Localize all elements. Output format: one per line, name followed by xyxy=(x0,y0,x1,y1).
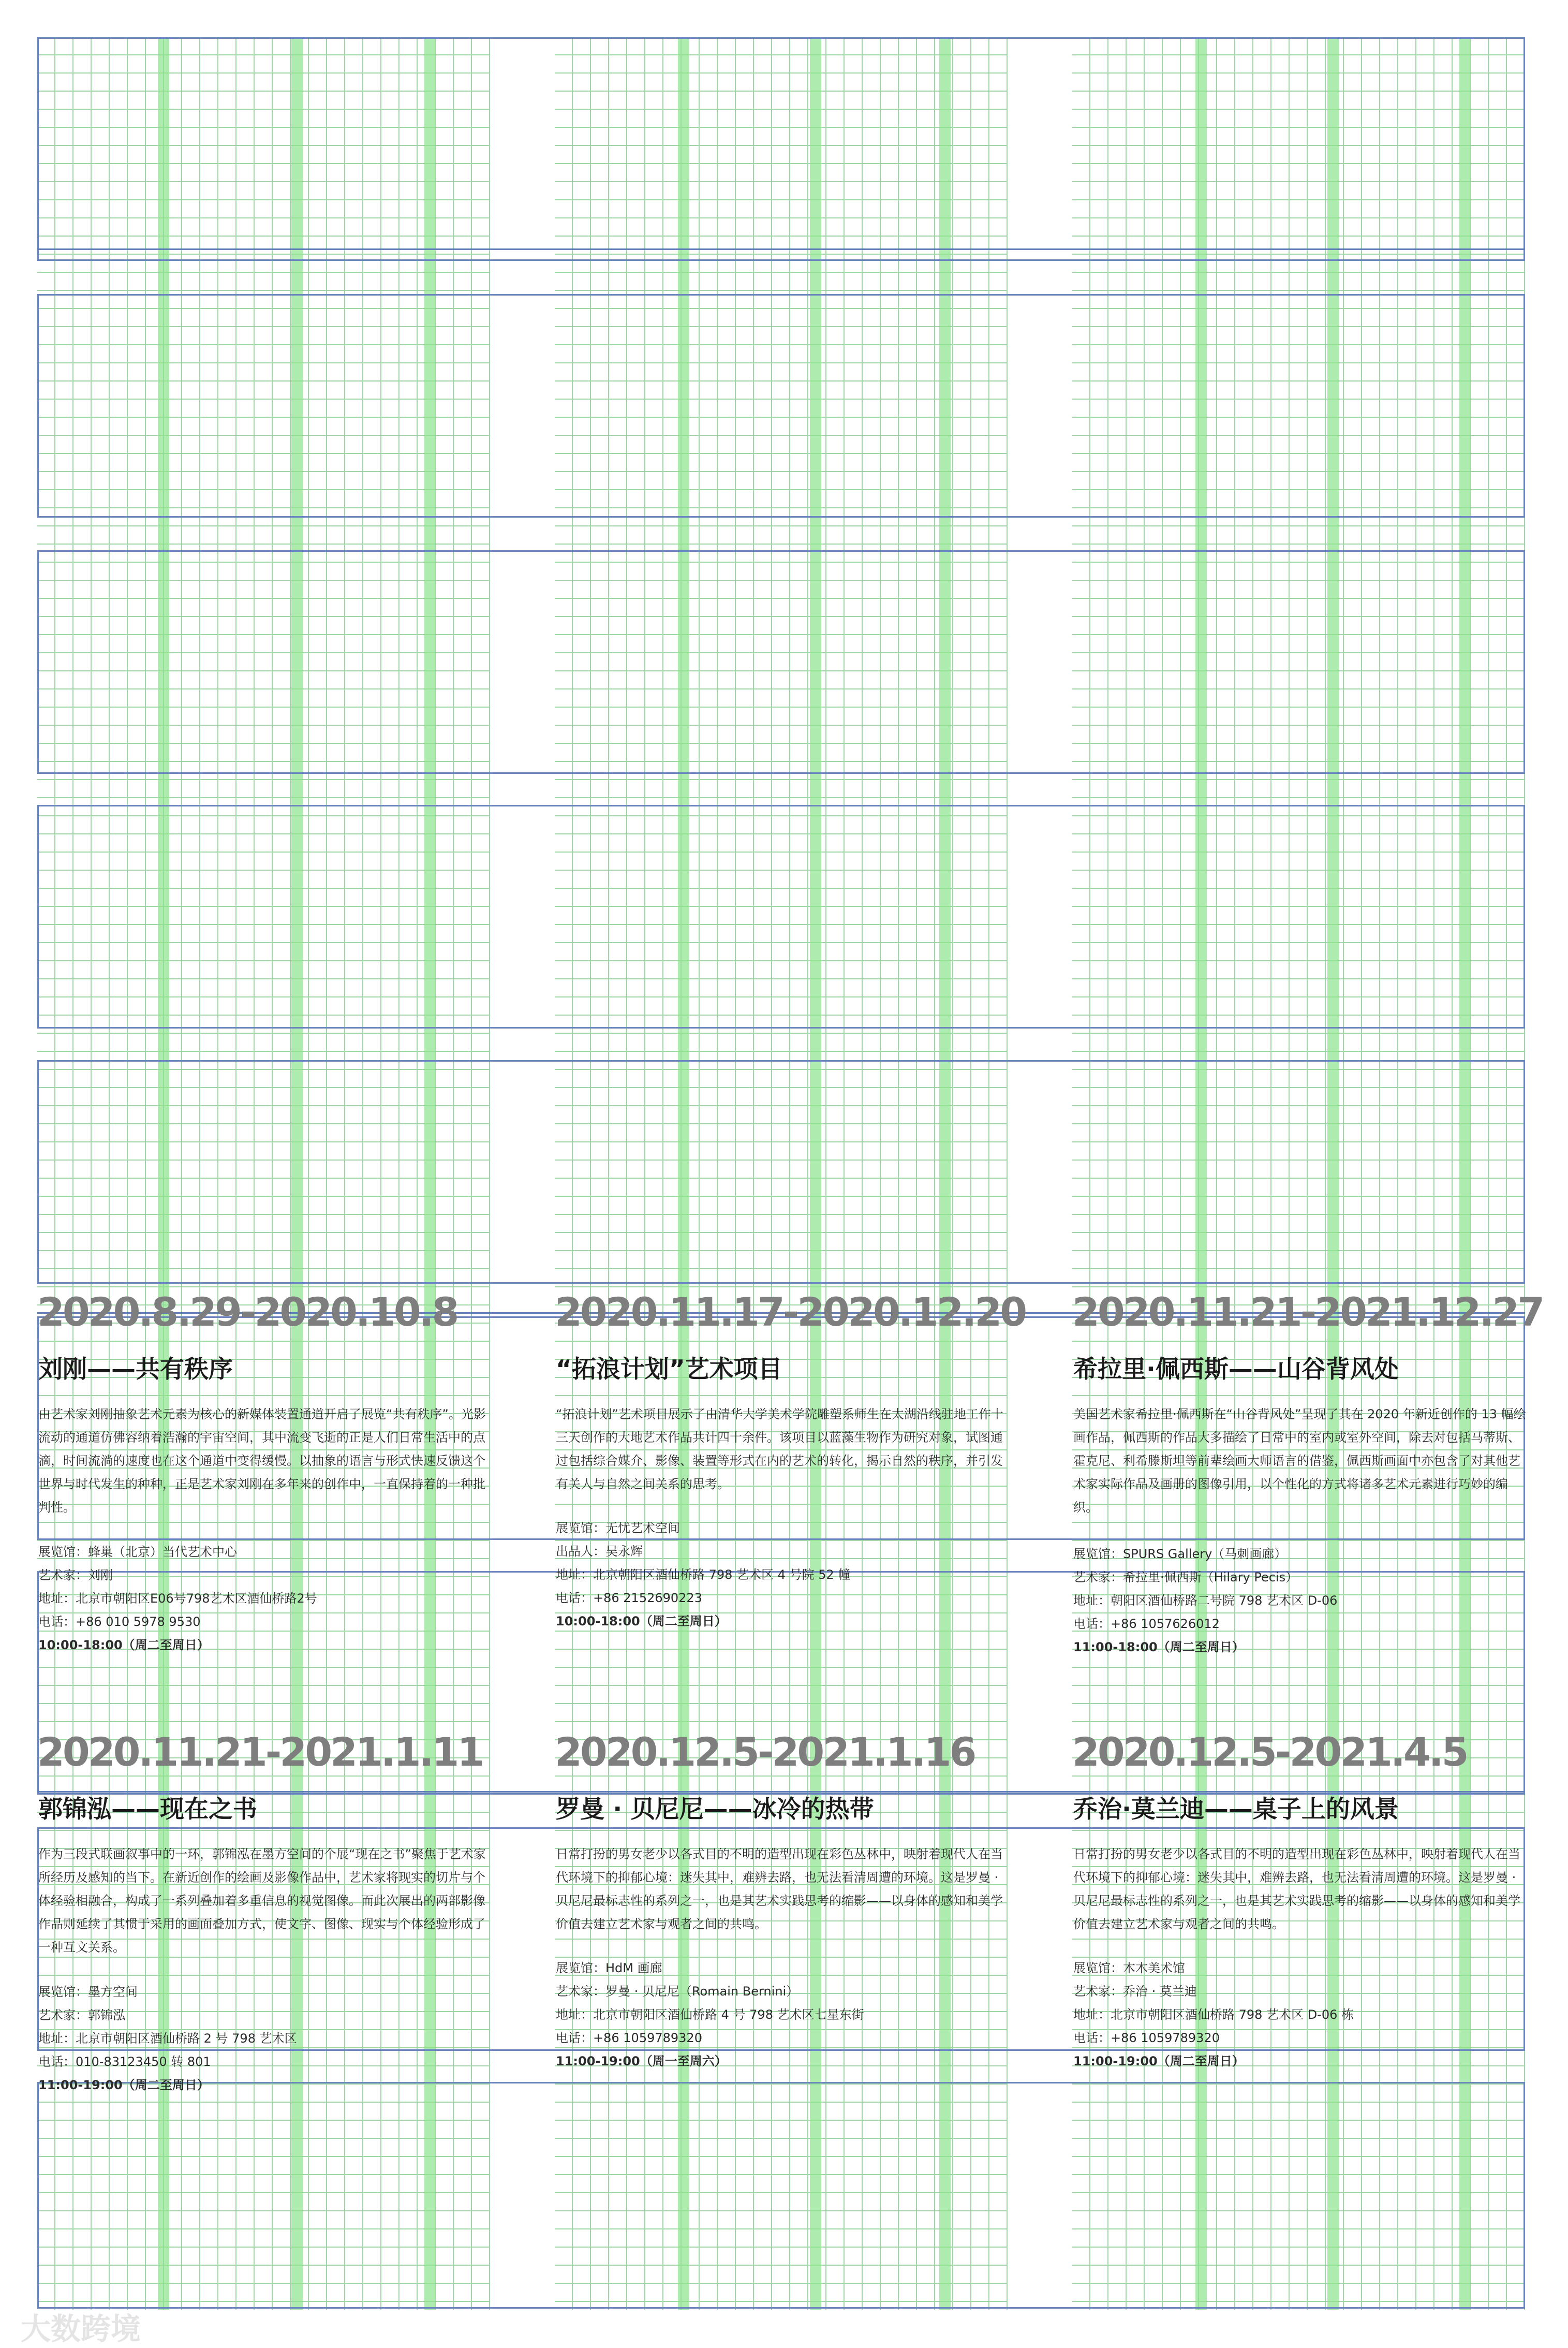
exhibition-phone: 电话：+86 1059789320 xyxy=(556,2031,702,2045)
exhibition-description: 作为三段式联画叙事中的一环，郭锦泓在墨方空间的个展“现在之书”聚焦于艺术家所经历及感知的当下。在新近创作的绘画及影像作品中，艺术家将现实的切片与个体经验相融合，构成了一系列叠加着多重信息的视觉图像。而此次展出的两部影像作品则延续了其惯于采用的画面叠加方式，使文字、图像、现实与个体经验形成了一种互文关系。 xyxy=(38,1847,486,1955)
exhibition-venue: 展览馆：HdM 画廊 xyxy=(556,1961,662,1975)
guide-row-3 xyxy=(37,550,1525,774)
guide-line xyxy=(37,248,1525,250)
exhibition-description: 日常打扮的男女老少以各式目的不明的造型出现在彩色丛林中，映射着现代人在当代环境下的抑郁心境：迷失其中，难辨去路，也无法看清周遭的环境。这是罗曼 · 贝尼尼最标志性的系列之一，也是其艺术实践思考的缩影——以身体的感知和美学价值去建立艺术家与观者之间的共鸣。 xyxy=(556,1847,1003,1931)
exhibition-person: 艺术家：希拉里·佩西斯（Hilary Pecis） xyxy=(1073,1570,1298,1584)
exhibition-description: 美国艺术家希拉里·佩西斯在“山谷背风处”呈现了其在 2020 年新近创作的 13 幅绘画作品，佩西斯的作品大多描绘了日常中的室内或室外空间，除去对包括马蒂斯、霍克尼、利希滕斯坦等前辈绘画大师语言的借鉴，佩西斯画面中亦包含了对其他艺术家实际作品及画册的图像引用，以个性化的方式将诸多艺术元素进行巧妙的编织。 xyxy=(1073,1407,1526,1515)
guide-row-9 xyxy=(37,2082,1525,2309)
exhibition-date: 2020.11.17-2020.12.20 xyxy=(555,1289,1026,1335)
guide-row-5 xyxy=(37,1060,1525,1284)
exhibition-venue: 展览馆：蜂巢（北京）当代艺术中心 xyxy=(38,1545,237,1559)
exhibition-person: 艺术家：乔治 · 莫兰迪 xyxy=(1073,1984,1197,1999)
exhibition-address: 地址：朝阳区酒仙桥路二号院 798 艺术区 D-06 xyxy=(1073,1593,1338,1608)
exhibition-phone: 电话：+86 1059789320 xyxy=(1073,2031,1220,2045)
exhibition-info xyxy=(556,1957,864,2073)
exhibition-venue: 展览馆：木木美术馆 xyxy=(1073,1961,1185,1975)
exhibition-title: 刘刚——共有秩序 xyxy=(38,1355,233,1384)
exhibition-date: 2020.8.29-2020.10.8 xyxy=(37,1289,457,1335)
exhibition-phone: 电话：+86 2152690223 xyxy=(556,1591,702,1605)
exhibition-person: 出品人：吴永辉 xyxy=(556,1544,643,1559)
guide-row-4 xyxy=(37,805,1525,1029)
exhibition-info xyxy=(38,1980,297,2097)
exhibition-description: 由艺术家刘刚抽象艺术元素为核心的新媒体装置通道开启了展览“共有秩序”。光影流动的通道仿佛容纳着浩瀚的宇宙空间，其中流变飞逝的正是人们日常生活中的点滴，时间流淌的速度也在这个通道中变得缓慢。以抽象的语言与形式快速反馈这个世界与时代发生的种种，正是艺术家刘刚在多年来的创作中，一直保持着的一种批判性。 xyxy=(38,1407,486,1515)
exhibition-address: 地址：北京朝阳区酒仙桥路 798 艺术区 4 号院 52 幢 xyxy=(556,1567,851,1582)
exhibition-venue: 展览馆：SPURS Gallery（马刺画廊） xyxy=(1073,1547,1287,1561)
exhibition-title: 乔治·莫兰迪——桌子上的风景 xyxy=(1073,1795,1399,1824)
exhibition-date: 2020.11.21-2021.12.27 xyxy=(1072,1289,1543,1335)
exhibition-info xyxy=(1073,1957,1354,2073)
exhibition-description: “拓浪计划”艺术项目展示了由清华大学美术学院雕塑系师生在太湖沿线驻地工作十三天创作的大地艺术作品共计四十余件。该项目以蓝藻生物作为研究对象，试图通过包括综合媒介、影像、装置等形式在内的艺术的转化，揭示自然的秩序，并引发有关人与自然之间关系的思考。 xyxy=(556,1407,1003,1491)
guide-row-2 xyxy=(37,294,1525,518)
exhibition-phone: 电话：010-83123450 转 801 xyxy=(38,2054,211,2069)
exhibition-description: 日常打扮的男女老少以各式目的不明的造型出现在彩色丛林中，映射着现代人在当代环境下的抑郁心境：迷失其中，难辨去路，也无法看清周遭的环境。这是罗曼 · 贝尼尼最标志性的系列之一，也是其艺术实践思考的缩影——以身体的感知和美学价值去建立艺术家与观者之间的共鸣。 xyxy=(1073,1847,1520,1931)
exhibition-hours: 11:00-18:00（周二至周日） xyxy=(1073,1640,1245,1654)
exhibition-hours: 11:00-19:00（周一至周六） xyxy=(556,2054,727,2068)
watermark-text: 大数跨境 xyxy=(21,2311,141,2346)
exhibition-info xyxy=(556,1517,850,1633)
exhibition-person: 艺术家：罗曼 · 贝尼尼（Romain Bernini） xyxy=(556,1984,799,1999)
guide-row-1 xyxy=(37,37,1525,261)
exhibition-person: 艺术家：郭锦泓 xyxy=(38,2008,125,2022)
exhibition-hours: 10:00-18:00（周二至周日） xyxy=(38,1638,210,1652)
exhibition-person: 艺术家：刘刚 xyxy=(38,1568,113,1582)
exhibition-title: 罗曼 · 贝尼尼——冰冷的热带 xyxy=(556,1795,874,1824)
exhibition-date: 2020.12.5-2021.1.16 xyxy=(555,1729,975,1775)
exhibition-phone: 电话：+86 1057626012 xyxy=(1073,1617,1220,1631)
exhibition-title: 希拉里·佩西斯——山谷背风处 xyxy=(1073,1355,1399,1384)
exhibition-address: 地址：北京市朝阳区酒仙桥路 2 号 798 艺术区 xyxy=(38,2031,297,2046)
exhibition-hours: 10:00-18:00（周二至周日） xyxy=(556,1614,727,1628)
exhibition-title: 郭锦泓——现在之书 xyxy=(38,1795,257,1824)
exhibition-hours: 11:00-19:00（周二至周日） xyxy=(38,2078,210,2092)
exhibition-info xyxy=(38,1540,317,1657)
exhibition-venue: 展览馆：无忧艺术空间 xyxy=(556,1521,680,1535)
exhibition-venue: 展览馆：墨方空间 xyxy=(38,1985,138,1999)
exhibition-address: 地址：北京市朝阳区酒仙桥路 4 号 798 艺术区七星东街 xyxy=(556,2007,864,2022)
exhibition-info xyxy=(1073,1543,1337,1659)
exhibition-address: 地址：北京市朝阳区E06号798艺术区酒仙桥路2号 xyxy=(38,1591,317,1606)
exhibition-hours: 11:00-19:00（周二至周日） xyxy=(1073,2054,1245,2068)
exhibition-title: “拓浪计划”艺术项目 xyxy=(556,1355,782,1384)
exhibition-date: 2020.11.21-2021.1.11 xyxy=(37,1729,483,1775)
exhibition-address: 地址：北京市朝阳区酒仙桥路 798 艺术区 D-06 栋 xyxy=(1073,2007,1354,2022)
exhibition-phone: 电话：+86 010 5978 9530 xyxy=(38,1615,201,1629)
exhibition-date: 2020.12.5-2021.4.5 xyxy=(1072,1729,1467,1775)
